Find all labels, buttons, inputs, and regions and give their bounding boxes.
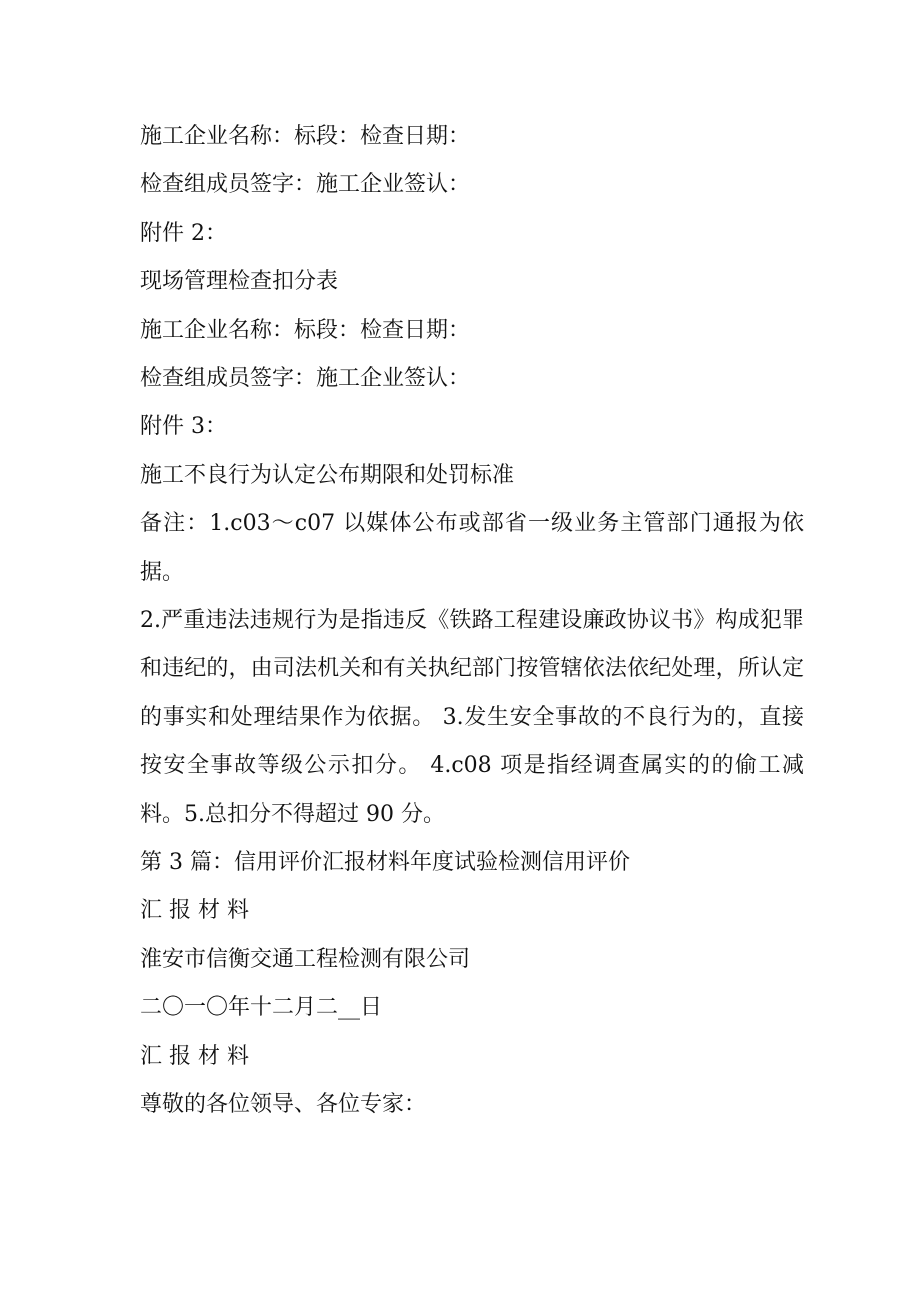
paragraph-company-name-line: 施工企业名称：标段：检查日期： <box>140 124 471 149</box>
paragraph-signature-line: 检查组成员签字：施工企业签认： <box>140 172 471 198</box>
paragraph-company-name-line-2: 施工企业名称：标段：检查日期： <box>140 317 471 343</box>
paragraph-signature-line-2: 检查组成员签字：施工企业签认： <box>140 365 471 391</box>
paragraph-date: 二〇一〇年十二月二__日 <box>140 995 383 1021</box>
paragraph-penalty-standard-title: 施工不良行为认定公布期限和处罚标准 <box>140 462 515 488</box>
paragraph-site-management-table-title: 现场管理检查扣分表 <box>140 269 339 295</box>
paragraph-attachment-3: 附件 3： <box>140 414 227 440</box>
paragraph-remark-1: 备注：1.c03～c07 以媒体公布或部省一级业务主管部门通报为依据。 <box>140 511 804 585</box>
paragraph-salutation: 尊敬的各位领导、各位专家： <box>140 1091 427 1117</box>
paragraph-report-material-heading: 汇 报 材 料 <box>140 898 249 924</box>
paragraph-chapter-3-heading: 第 3 篇：信用评价汇报材料年度试验检测信用评价 <box>140 849 630 875</box>
paragraph-company-name: 淮安市信衡交通工程检测有限公司 <box>140 946 471 972</box>
document-body <box>140 113 804 1129</box>
paragraph-attachment-2: 附件 2： <box>140 220 227 246</box>
paragraph-remarks-2-to-5: 2.严重违法违规行为是指违反《铁路工程建设廉政协议书》构成犯罪和违纪的，由司法机关和有关执纪部门按管辖依法依纪处理，所认定的事实和处理结果作为依据。 3.发生安全事故的不良行为的，直接按安全事故等级公示扣分。 4.c08 项是指经调查属实的的偷工减料。5.总扣分不得超过 90 分。 <box>140 607 804 827</box>
paragraph-report-material-heading-2: 汇 报 材 料 <box>140 1043 249 1069</box>
